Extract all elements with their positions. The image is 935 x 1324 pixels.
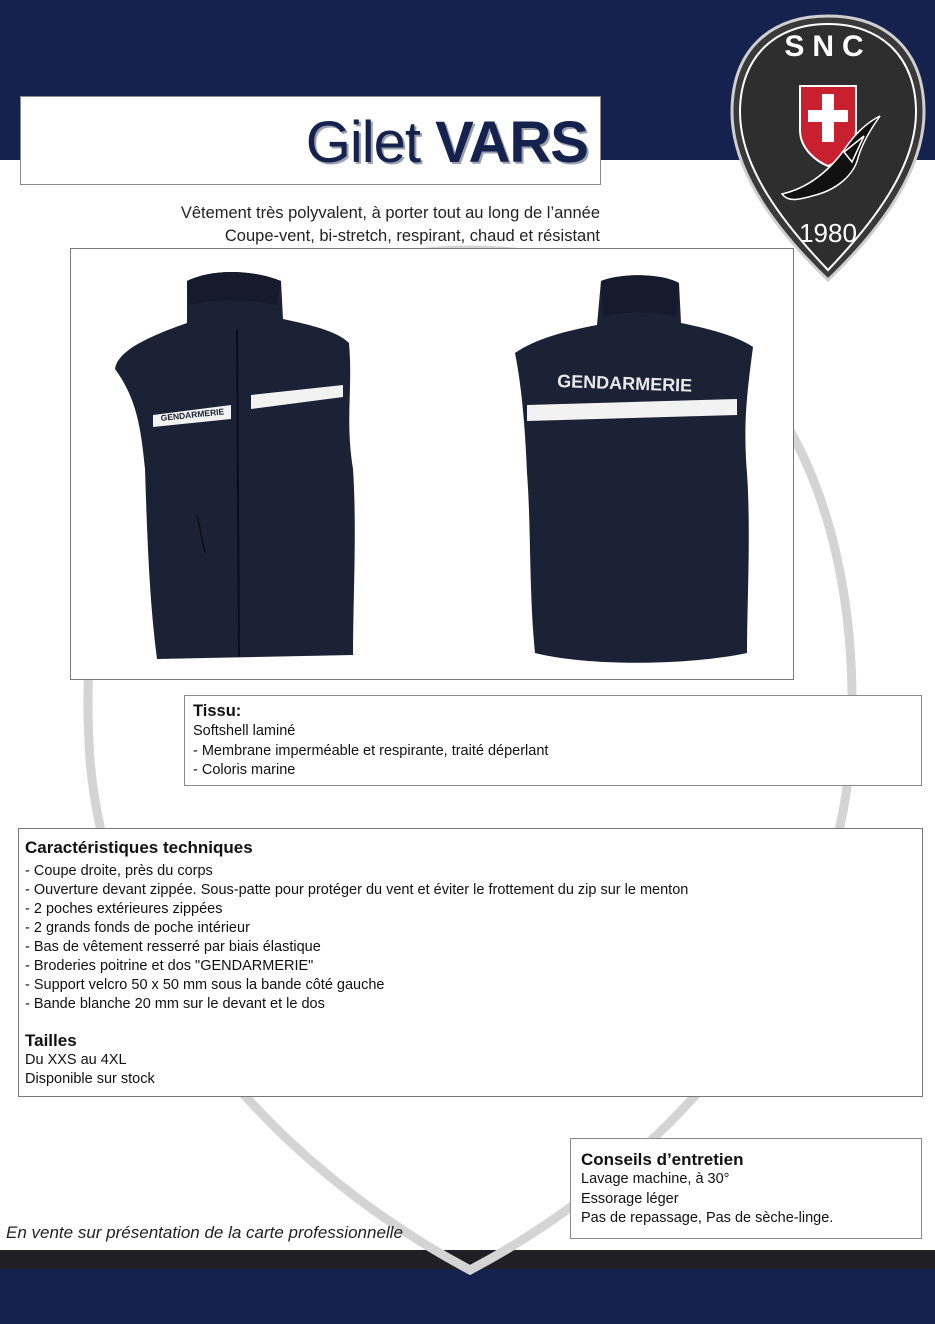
sizes-line: Du XXS au 4XL xyxy=(25,1052,127,1068)
tagline xyxy=(181,202,600,248)
feature-item: - Bas de vêtement resserré par biais élastique xyxy=(25,939,321,955)
feature-item: - Bande blanche 20 mm sur le devant et le dos xyxy=(25,996,325,1012)
tagline-line-2: Coupe-vent, bi-stretch, respirant, chaud et résistant xyxy=(224,227,600,245)
product-photo xyxy=(70,248,794,680)
sizes-line: Disponible sur stock xyxy=(25,1071,155,1087)
tagline-line-1: Vêtement très polyvalent, à porter tout au long de l’année xyxy=(180,204,600,222)
title-box xyxy=(20,96,601,185)
title-word-vars: VARS xyxy=(435,110,588,175)
page-title xyxy=(306,109,588,176)
care-line: Lavage machine, à 30° xyxy=(581,1171,730,1187)
fabric-line: Softshell laminé xyxy=(193,723,296,739)
back-badge-label: GENDARMERIE xyxy=(556,371,693,396)
feature-item: - 2 grands fonds de poche intérieur xyxy=(25,920,250,936)
features-box xyxy=(18,828,923,1097)
feature-item: - Ouverture devant zippée. Sous-patte pour protéger du vent et éviter le frottement du zip sur le menton xyxy=(25,882,689,898)
feature-item: - Broderies poitrine et dos "GENDARMERIE" xyxy=(25,958,314,974)
care-line: Essorage léger xyxy=(581,1190,679,1207)
feature-item: - Support velcro 50 x 50 mm sous la bande côté gauche xyxy=(25,977,385,993)
footer-dark-stripe xyxy=(0,1250,935,1269)
feature-item: - 2 poches extérieures zippées xyxy=(25,901,223,917)
footer-band xyxy=(0,1269,935,1324)
logo-year: 1980 xyxy=(799,218,857,248)
snc-logo xyxy=(728,12,928,284)
logo-letters: SNC xyxy=(784,30,872,63)
care-heading: Conseils d’entretien xyxy=(581,1150,744,1169)
vest-back-image xyxy=(511,273,761,673)
title-word-gilet: Gilet xyxy=(305,110,421,175)
features-heading: Caractéristiques techniques xyxy=(25,838,253,857)
footer-note: En vente sur présentation de la carte professionnelle xyxy=(6,1223,403,1242)
front-badge-label: GENDARMERIE xyxy=(160,406,225,423)
vest-front-image xyxy=(101,269,371,669)
care-line: Pas de repassage, Pas de sèche-linge. xyxy=(581,1210,834,1226)
fabric-box xyxy=(184,695,922,786)
care-box xyxy=(570,1138,922,1239)
fabric-heading: Tissu: xyxy=(193,702,242,720)
fabric-line: - Membrane imperméable et respirante, traité déperlant xyxy=(193,742,549,759)
feature-item: - Coupe droite, près du corps xyxy=(25,863,213,879)
fabric-line: - Coloris marine xyxy=(193,762,296,778)
sizes-heading: Tailles xyxy=(25,1031,77,1050)
